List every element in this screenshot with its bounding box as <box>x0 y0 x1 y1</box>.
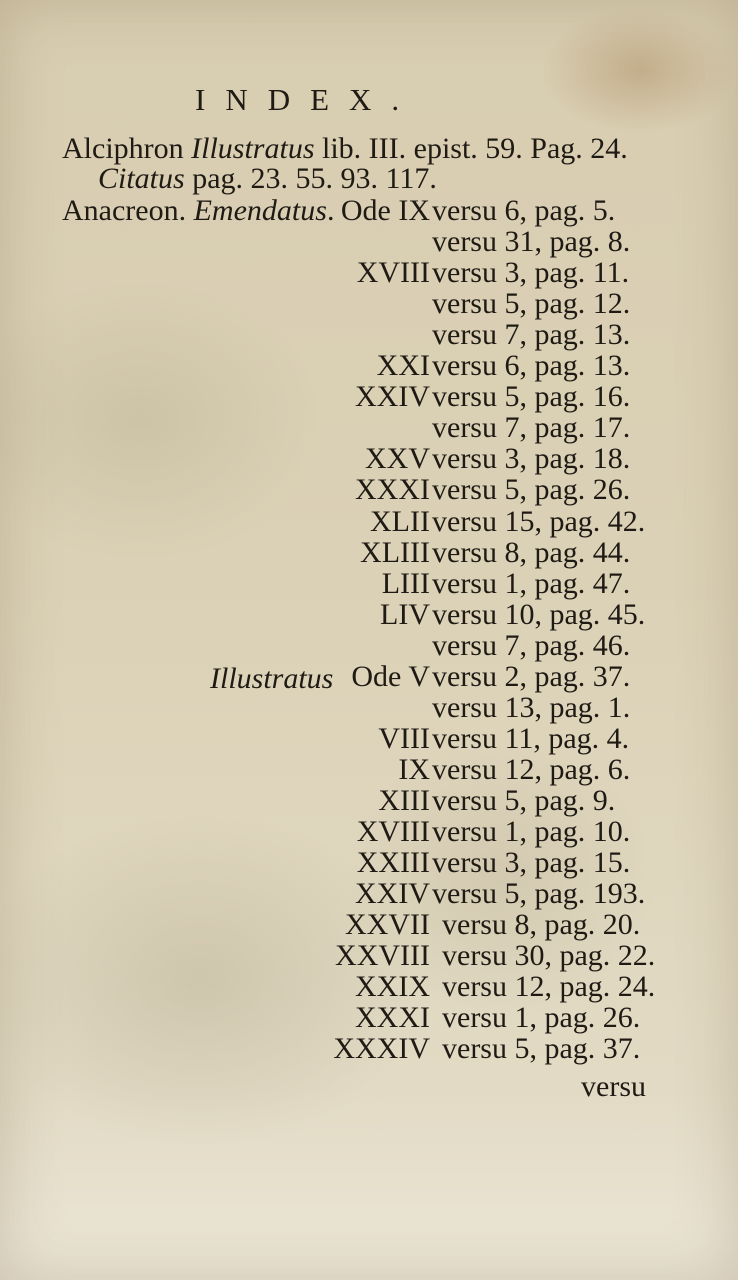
row-ode-number: LIII <box>381 566 430 600</box>
catchword: versu <box>581 1070 646 1103</box>
anacreon-illustratus: Illustratus <box>210 662 334 695</box>
row-ode-number: XIII <box>378 783 430 817</box>
row-ode-number: Ode V <box>351 659 430 693</box>
row-verse-reference: versu 5, pag. 193. <box>432 877 646 911</box>
entry-alciphron-rest: lib. III. epist. 59. Pag. 24. <box>314 132 628 165</box>
entry-alciphron-name: Alciphron <box>62 132 192 165</box>
row-verse-reference: versu 3, pag. 11. <box>432 256 630 290</box>
row-verse-reference: versu 5, pag. 26. <box>432 473 631 507</box>
row-verse-reference: versu 6, pag. 13. <box>432 349 631 383</box>
row-verse-reference: versu 13, pag. 1. <box>432 690 631 724</box>
row-ode-number: XXIX <box>355 970 430 1004</box>
row-ode-number: XXVII <box>345 908 430 942</box>
row-ode-number: Ode IX <box>340 194 430 227</box>
row-verse-reference: versu 1, pag. 26. <box>442 1001 641 1035</box>
row-verse-reference: versu 6, pag. 5. <box>432 194 616 227</box>
row-verse-reference: versu 1, pag. 10. <box>432 815 631 848</box>
row-verse-reference: versu 30, pag. 22. <box>442 939 656 973</box>
row-verse-reference: versu 7, pag. 17. <box>432 411 631 445</box>
row-ode-number: XXIII <box>356 846 430 880</box>
row-ode-number: XXXI <box>355 1001 430 1035</box>
row-verse-reference: versu 12, pag. 6. <box>432 752 631 786</box>
entry-citatus-label: Citatus <box>98 162 185 195</box>
row-verse-reference: versu 8, pag. 44. <box>432 535 631 569</box>
row-ode-number: VIII <box>378 721 430 755</box>
row-ode-number: XXV <box>365 442 430 476</box>
row-ode-number: XXIV <box>355 877 430 911</box>
entry-citatus <box>98 164 437 194</box>
row-ode-number: LIV <box>380 597 430 631</box>
row-ode-number: XXI <box>376 349 430 383</box>
row-ode-number: XXXIV <box>333 1032 430 1066</box>
row-verse-reference: versu 7, pag. 13. <box>432 318 631 352</box>
entry-alciphron-illustratus: Illustratus <box>191 132 315 165</box>
row-verse-reference: versu 2, pag. 37. <box>432 659 631 693</box>
row-verse-reference: versu 3, pag. 15. <box>432 846 631 880</box>
row-verse-reference: versu 11, pag. 4. <box>432 721 630 755</box>
anacreon-dot: . <box>326 194 335 227</box>
row-verse-reference: versu 8, pag. 20. <box>442 908 641 942</box>
row-verse-reference: versu 15, pag. 42. <box>432 504 646 538</box>
row-ode-number: XLII <box>370 504 430 538</box>
anacreon-emendatus: Emendatus <box>193 194 327 227</box>
row-verse-reference: versu 5, pag. 16. <box>432 380 631 414</box>
row-verse-reference: versu 10, pag. 45. <box>432 597 646 631</box>
entry-anacreon <box>62 196 334 226</box>
row-ode-number: XVIII <box>356 815 430 848</box>
row-verse-reference: versu 5, pag. 12. <box>432 287 631 321</box>
row-ode-number: IX <box>398 752 430 786</box>
row-verse-reference: versu 5, pag. 9. <box>432 783 616 817</box>
row-verse-reference: versu 3, pag. 18. <box>432 442 631 476</box>
entry-citatus-rest: pag. 23. 55. 93. 117. <box>184 162 437 195</box>
row-verse-reference: versu 12, pag. 24. <box>442 970 656 1004</box>
page-title: INDEX. <box>195 82 420 117</box>
row-verse-reference: versu 5, pag. 37. <box>442 1032 641 1066</box>
row-verse-reference: versu 1, pag. 47. <box>432 566 631 600</box>
anacreon-name: Anacreon. <box>62 194 194 227</box>
row-verse-reference: versu 31, pag. 8. <box>432 225 631 259</box>
row-ode-number: XXXI <box>355 473 430 507</box>
entry-alciphron <box>62 134 628 164</box>
row-ode-number: XLIII <box>360 535 430 569</box>
row-ode-number: XVIII <box>356 256 430 290</box>
row-ode-number: XXIV <box>355 380 430 414</box>
row-verse-reference: versu 7, pag. 46. <box>432 628 631 662</box>
row-ode-number: XXVIII <box>335 939 430 973</box>
